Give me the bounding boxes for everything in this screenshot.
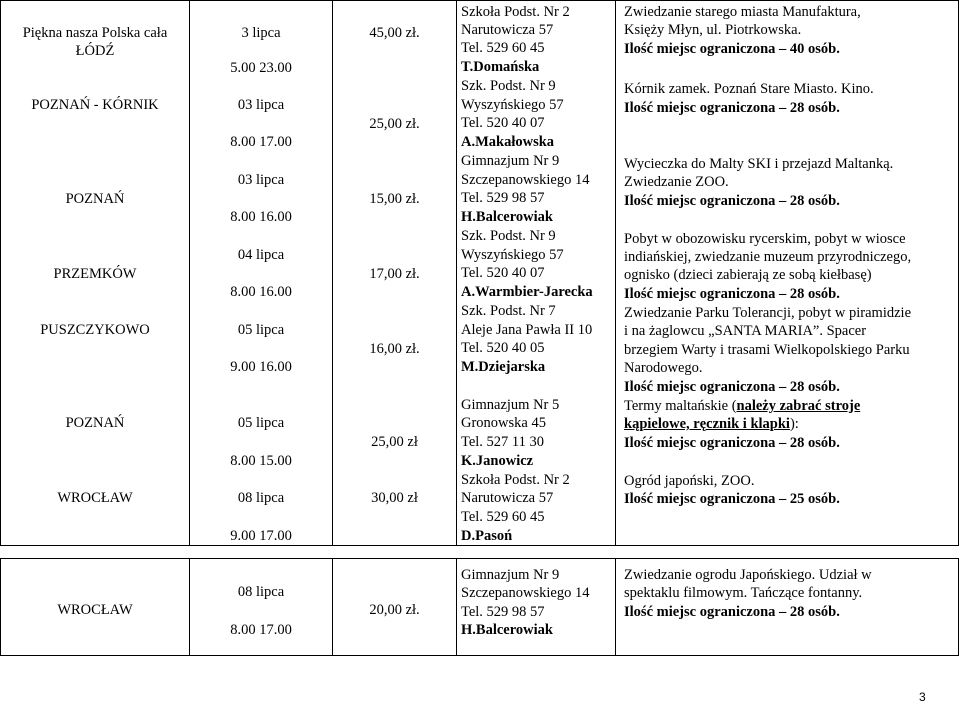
- school-contact: D.Pasoń: [461, 528, 513, 544]
- school-contact: M.Dziejarska: [461, 359, 546, 375]
- description-line: i na żaglowcu „SANTA MARIA”. Spacer: [624, 323, 867, 339]
- price: 17,00 zł.: [369, 266, 420, 282]
- price: 45,00 zł.: [369, 25, 420, 41]
- price: 20,00 zł.: [369, 602, 420, 618]
- time: 9.00 17.00: [230, 528, 292, 544]
- destination: POZNAŃ: [65, 191, 125, 207]
- description-line: Ogród japoński, ZOO.: [624, 473, 755, 489]
- school-phone: Tel. 529 98 57: [461, 604, 545, 620]
- school-address: Szczepanowskiego 14: [461, 172, 590, 188]
- school-address: Wyszyńskiego 57: [461, 247, 564, 263]
- time: 9.00 16.00: [230, 359, 292, 375]
- school-phone: Tel. 529 98 57: [461, 190, 545, 206]
- school-contact: A.Warmbier-Jarecka: [461, 284, 593, 300]
- description-line: Pobyt w obozowisku rycerskim, pobyt w wiosce: [624, 231, 906, 247]
- school-phone: Tel. 520 40 07: [461, 115, 545, 131]
- destination: ŁÓDŹ: [75, 43, 115, 59]
- price: 25,00 zł: [371, 434, 418, 450]
- date: 08 lipca: [237, 490, 285, 506]
- date: 03 lipca: [237, 172, 285, 188]
- school-address: Aleje Jana Pawła II 10: [461, 322, 593, 338]
- time: 8.00 16.00: [230, 209, 292, 225]
- school-name: Gimnazjum Nr 9: [461, 153, 560, 169]
- date: 03 lipca: [237, 97, 285, 113]
- description-line: Zwiedzanie ZOO.: [624, 174, 729, 190]
- school-contact: A.Makałowska: [461, 134, 555, 150]
- school-contact: T.Domańska: [461, 59, 540, 75]
- description-line: Kórnik zamek. Poznań Stare Miasto. Kino.: [624, 81, 874, 97]
- school-name: Szk. Podst. Nr 9: [461, 78, 556, 94]
- limit-note: Ilość miejsc ograniczona – 25 osób.: [624, 491, 840, 507]
- description-line: brzegiem Warty i trasami Wielkopolskiego Parku: [624, 342, 910, 358]
- school-address: Szczepanowskiego 14: [461, 585, 590, 601]
- description-line: Zwiedzanie ogrodu Japońskiego. Udział w: [624, 567, 872, 583]
- description-line: indiańskiej, zwiedzanie muzeum przyrodniczego,: [624, 249, 912, 265]
- limit-note: Ilość miejsc ograniczona – 28 osób.: [624, 379, 840, 395]
- school-address: Narutowicza 57: [461, 490, 554, 506]
- description-line: ognisko (dzieci zabierają ze sobą kiełbasę): [624, 267, 872, 283]
- school-name: Szkoła Podst. Nr 2: [461, 472, 570, 488]
- school-phone: Tel. 529 60 45: [461, 40, 545, 56]
- date: 04 lipca: [237, 247, 285, 263]
- destination: POZNAŃ - KÓRNIK: [31, 97, 159, 113]
- time: 5.00 23.00: [230, 60, 292, 76]
- destination: PRZEMKÓW: [53, 266, 137, 282]
- school-name: Gimnazjum Nr 9: [461, 567, 560, 583]
- time: 8.00 16.00: [230, 284, 292, 300]
- page-number: 3: [919, 690, 926, 704]
- school-phone: Tel. 527 11 30: [461, 434, 545, 450]
- limit-note: Ilość miejsc ograniczona – 28 osób.: [624, 435, 840, 451]
- school-name: Szk. Podst. Nr 7: [461, 303, 556, 319]
- date: 05 lipca: [237, 415, 285, 431]
- limit-note: Ilość miejsc ograniczona – 28 osób.: [624, 193, 840, 209]
- description-line: kąpielowe, ręcznik i klapki):: [624, 416, 799, 432]
- school-name: Szk. Podst. Nr 9: [461, 228, 556, 244]
- school-address: Narutowicza 57: [461, 22, 554, 38]
- description-line: Wycieczka do Malty SKI i przejazd Maltanką.: [624, 156, 894, 172]
- destination: WROCŁAW: [57, 490, 133, 506]
- price: 30,00 zł: [371, 490, 418, 506]
- price: 16,00 zł.: [369, 341, 420, 357]
- date: 3 lipca: [241, 25, 281, 41]
- school-name: Gimnazjum Nr 5: [461, 397, 560, 413]
- description-line: Księży Młyn, ul. Piotrkowska.: [624, 22, 802, 38]
- destination: POZNAŃ: [65, 415, 125, 431]
- school-name: Szkoła Podst. Nr 2: [461, 4, 570, 20]
- date: 05 lipca: [237, 322, 285, 338]
- destination: PUSZCZYKOWO: [40, 322, 150, 338]
- limit-note: Ilość miejsc ograniczona – 28 osób.: [624, 286, 840, 302]
- destination: WROCŁAW: [57, 602, 133, 618]
- time: 8.00 17.00: [230, 134, 292, 150]
- school-contact: K.Janowicz: [461, 453, 534, 469]
- description-line: spektaklu filmowym. Tańczące fontanny.: [624, 585, 863, 601]
- school-contact: H.Balcerowiak: [461, 622, 553, 638]
- limit-note: Ilość miejsc ograniczona – 40 osób.: [624, 41, 840, 57]
- price: 15,00 zł.: [369, 191, 420, 207]
- time: 8.00 15.00: [230, 453, 292, 469]
- time: 8.00 17.00: [230, 622, 292, 638]
- school-address: Gronowska 45: [461, 415, 546, 431]
- description-line: Narodowego.: [624, 360, 703, 376]
- price: 25,00 zł.: [369, 116, 420, 132]
- destination: Piękna nasza Polska cała: [22, 25, 168, 41]
- description-line: Zwiedzanie Parku Tolerancji, pobyt w piramidzie: [624, 305, 912, 321]
- school-phone: Tel. 529 60 45: [461, 509, 545, 525]
- school-phone: Tel. 520 40 05: [461, 340, 545, 356]
- limit-note: Ilość miejsc ograniczona – 28 osób.: [624, 604, 840, 620]
- description-line: Termy maltańskie (należy zabrać stroje: [624, 398, 861, 414]
- school-phone: Tel. 520 40 07: [461, 265, 545, 281]
- description-line: Zwiedzanie starego miasta Manufaktura,: [624, 4, 861, 20]
- limit-note: Ilość miejsc ograniczona – 28 osób.: [624, 100, 840, 116]
- school-contact: H.Balcerowiak: [461, 209, 553, 225]
- school-address: Wyszyńskiego 57: [461, 97, 564, 113]
- date: 08 lipca: [237, 584, 285, 600]
